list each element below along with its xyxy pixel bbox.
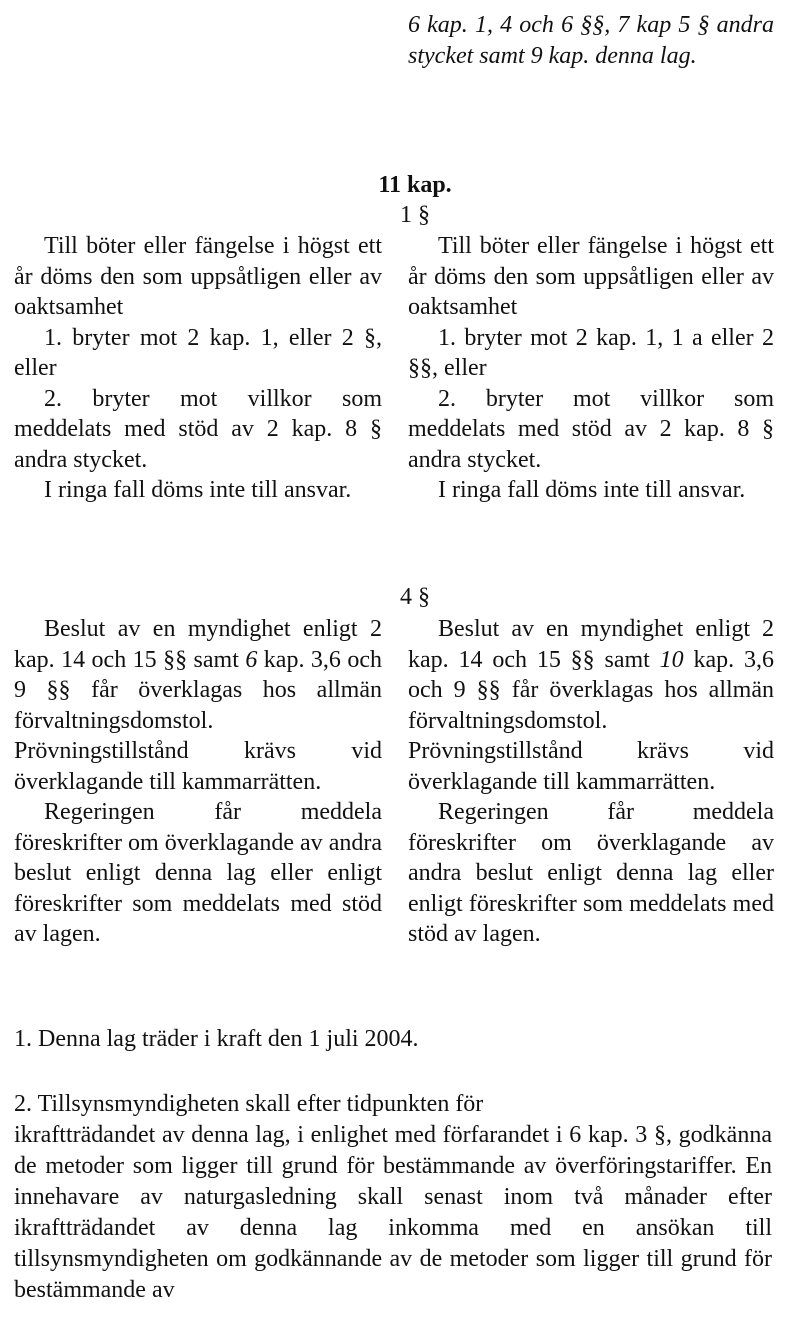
section-1-proposed-paragraph-2: I ringa fall döms inte till ansvar. [438,477,746,503]
chapter-heading: 11 kap. [378,172,452,198]
section-4-proposed-text [408,614,774,950]
section-1-proposed-item-2: 2. bryter mot villkor som meddelats med stöd av 2 kap. 8 § andra stycket. [408,385,774,473]
section-4-current-changed-number: 6 [245,646,258,673]
section-4-current-paragraph-2: Regeringen får meddela föreskrifter om överklagande av andra beslut enligt denna lag eller enligt föreskrifter som meddelats med stöd av lagen. [14,799,382,947]
section-1-current-item-1: 1. bryter mot 2 kap. 1, eller 2 §, eller [14,324,382,381]
section-1-proposed-text [408,231,774,506]
section-1-current-paragraph-2: I ringa fall döms inte till ansvar. [44,477,352,503]
transitional-item-2-body: ikraftträdandet av denna lag, i enlighet med förfarandet i 6 kap. 3 §, godkänna de metoder som ligger till grund för bestämmande av överföringstariffer. En innehavare av naturgasledning skall senast inom två månader efter ikraftträdandet av denna lag inkomma med en ansökan till tillsynsmyndigheten om godkännande av de metoder som ligger till grund för bestämmande av [14,1122,772,1303]
section-1-heading: 1 § [400,202,430,228]
section-1-current-paragraph-1: Till böter eller fängelse i högst ett år döms den som uppsåtligen eller av oaktsamhet [14,233,382,320]
section-4-heading: 4 § [400,584,430,610]
section-1-current-item-2: 2. bryter mot villkor som meddelats med stöd av 2 kap. 8 § andra stycket. [14,385,382,473]
transitional-item-2 [14,1089,772,1306]
transitional-item-2-first-line: 2. Tillsynsmyndigheten skall efter tidpunkten för [14,1091,484,1117]
section-1-proposed-paragraph-1: Till böter eller fängelse i högst ett år döms den som uppsåtligen eller av oaktsamhet [408,233,774,320]
section-4-proposed-paragraph-1: Beslut av en myndighet enligt 2 kap. 14 och 15 §§ samt 10 kap. 3,6 och 9 §§ får överklagas hos allmän förvaltningsdomstol. Prövningstillstånd krävs vid överklagande till kammarrätten. [408,616,774,795]
section-4-proposed-paragraph-2: Regeringen får meddela föreskrifter om överklagande av andra beslut enligt denna lag eller enligt föreskrifter som meddelats med stöd av lagen. [408,799,774,947]
section-4-current-text [14,614,382,950]
continuation-text: 6 kap. 1, 4 och 6 §§, 7 kap 5 § andra stycket samt 9 kap. denna lag. [408,12,774,69]
transitional-item-1: 1. Denna lag träder i kraft den 1 juli 2004. [14,1026,419,1052]
section-1-proposed-item-1: 1. bryter mot 2 kap. 1, 1 a eller 2 §§, eller [408,324,774,381]
section-4-current-paragraph-1: Beslut av en myndighet enligt 2 kap. 14 och 15 §§ samt 6 kap. 3,6 och 9 §§ får överklagas hos allmän förvaltningsdomstol. Prövningstillstånd krävs vid överklagande till kammarrätten. [14,616,382,795]
section-4-proposed-changed-number: 10 [659,646,684,673]
section-1-current-text [14,231,382,506]
